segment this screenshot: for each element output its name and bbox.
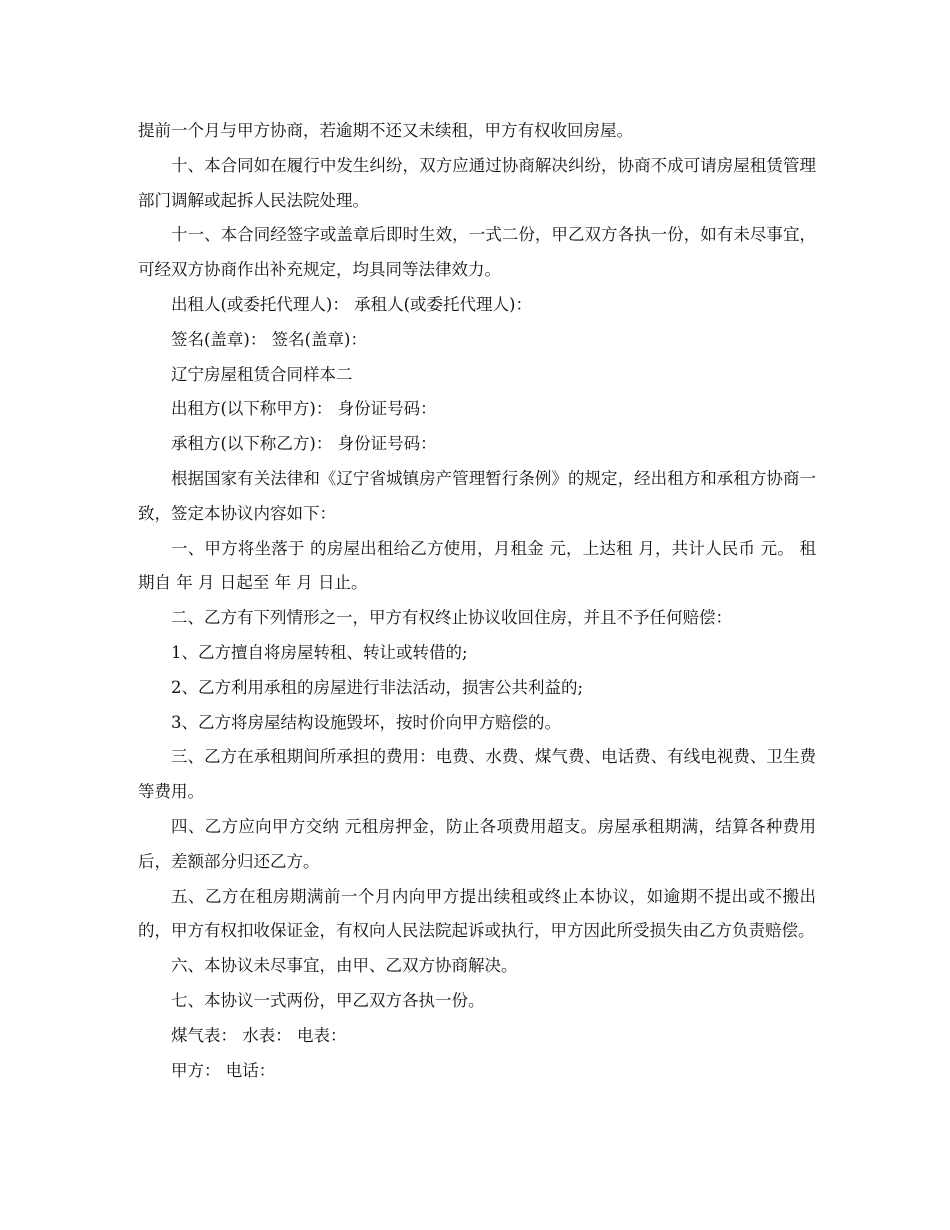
- meter-line: 煤气表： 水表： 电表：: [171, 1025, 347, 1045]
- party-line: 出租方(以下称甲方)： 身份证号码：: [171, 399, 437, 419]
- paragraph: 十、本合同如在履行中发生纠纷，双方应通过协商解决纠纷，协商不成可请房屋租赁管理部门调解或起拆人民法院处理。: [138, 155, 816, 210]
- paragraph: 六、本协议未尽事宜，由甲、乙双方协商解决。: [171, 956, 518, 976]
- list-item: 3、乙方将房屋结构设施毁坏，按时价向甲方赔偿的。: [171, 712, 561, 732]
- paragraph: 三、乙方在承租期间所承担的费用：电费、水费、煤气费、电话费、有线电视费、卫生费等费用。: [138, 747, 816, 802]
- paragraph: 四、乙方应向甲方交纳 元租房押金，防止各项费用超支。房屋承租期满，结算各种费用后，差额部分归还乙方。: [138, 816, 816, 871]
- paragraph: 五、乙方在租房期满前一个月内向甲方提出续租或终止本协议，如逾期不提出或不搬出的，甲方有权扣收保证金，有权向人民法院起诉或执行，甲方因此所受损失由乙方负责赔偿。: [138, 886, 816, 941]
- paragraph: 提前一个月与甲方协商，若逾期不还又未续租，甲方有权收回房屋。: [138, 121, 633, 140]
- party-line: 承租方(以下称乙方)： 身份证号码：: [171, 434, 437, 454]
- section-title: 辽宁房屋租赁合同样本二: [171, 364, 353, 384]
- document-body: [138, 114, 816, 1088]
- signature-line: 签名(盖章)： 签名(盖章)：: [171, 329, 367, 349]
- party-line: 甲方： 电话：: [171, 1060, 276, 1080]
- signature-line: 出租人(或委托代理人)： 承租人(或委托代理人)：: [171, 294, 532, 314]
- paragraph: 二、乙方有下列情形之一，甲方有权终止协议收回住房，并且不予任何赔偿：: [171, 608, 732, 628]
- paragraph: 根据国家有关法律和《辽宁省城镇房产管理暂行条例》的规定，经出租方和承租方协商一致，签定本协议内容如下：: [138, 468, 816, 523]
- list-item: 2、乙方利用承租的房屋进行非法活动，损害公共利益的;: [171, 677, 584, 697]
- paragraph: 七、本协议一式两份，甲乙双方各执一份。: [171, 990, 485, 1010]
- paragraph: 一、甲方将坐落于 的房屋出租给乙方使用，月租金 元，上达租 月，共计人民币 元。 租期自 年 月 日起至 年 月 日止。: [138, 538, 816, 593]
- list-item: 1、乙方擅自将房屋转租、转让或转借的;: [171, 642, 468, 662]
- paragraph: 十一、本合同经签字或盖章后即时生效，一式二份，甲乙双方各执一份，如有未尽事宜，可经双方协商作出补充规定，均具同等法律效力。: [138, 225, 816, 280]
